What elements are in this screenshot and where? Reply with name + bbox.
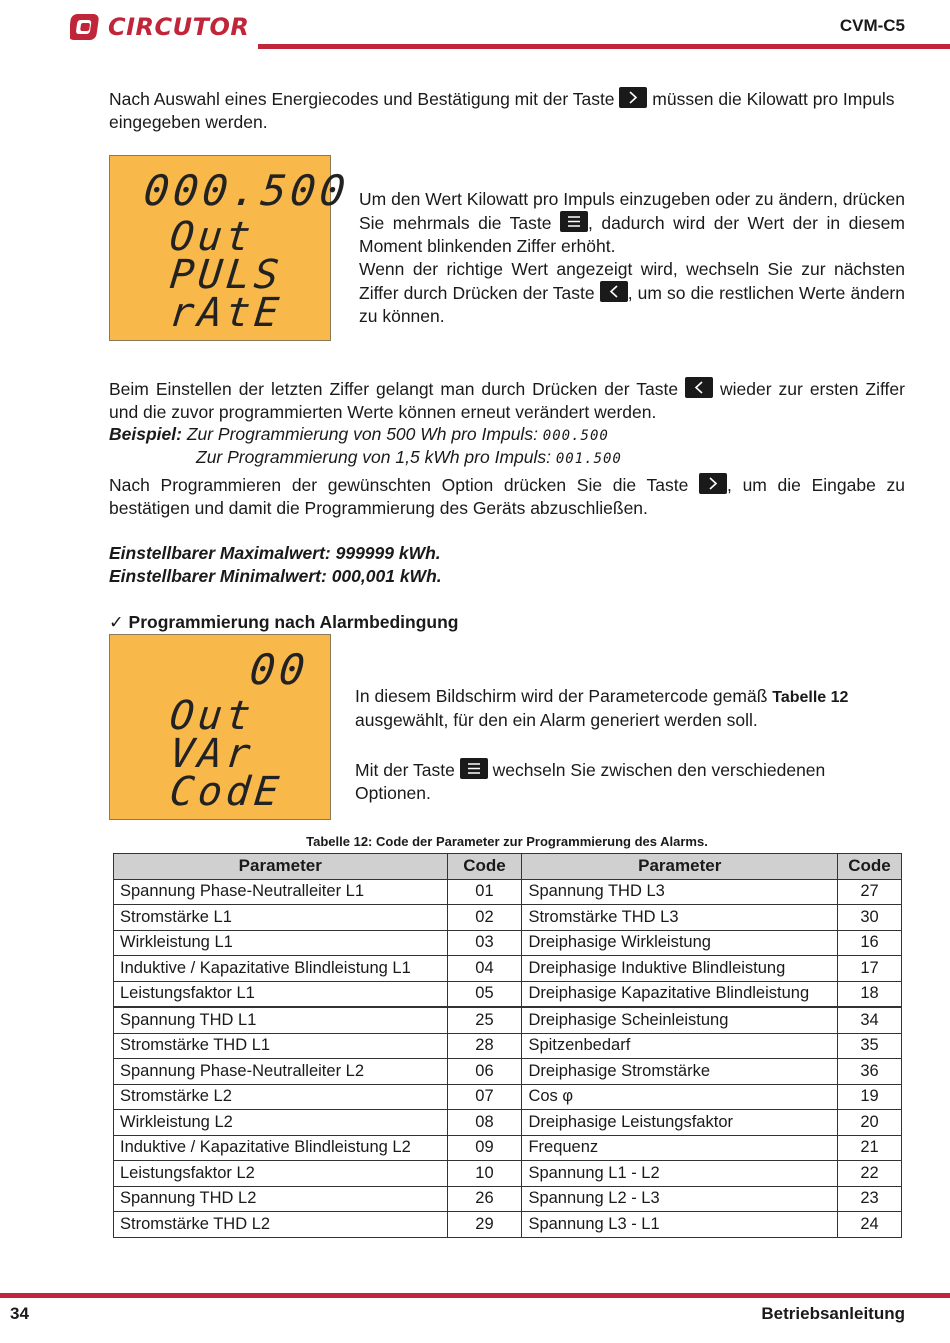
parameter-cell: Cos φ	[522, 1084, 838, 1110]
lcd-display-var-code	[109, 634, 331, 820]
parameter-code-table	[113, 853, 902, 1238]
table-header-row	[114, 854, 902, 880]
code-cell: 04	[447, 956, 522, 982]
table-row	[114, 981, 902, 1007]
code-cell: 20	[838, 1110, 902, 1136]
table-row	[114, 1033, 902, 1059]
parameter-cell: Spannung Phase-Neutralleiter L1	[114, 879, 448, 905]
parameter-cell: Stromstärke THD L2	[114, 1212, 448, 1238]
lcd-line-out: Out	[167, 214, 257, 260]
table-row	[114, 1186, 902, 1212]
lcd-line-var: VAr	[167, 731, 257, 777]
code-cell: 07	[447, 1084, 522, 1110]
table-caption: Tabelle 12: Code der Parameter zur Programmierung des Alarms.	[306, 834, 708, 849]
code-cell: 35	[838, 1033, 902, 1059]
parameter-cell: Dreiphasige Stromstärke	[522, 1059, 838, 1085]
max-value: Einstellbarer Maximalwert: 999999 kWh.	[109, 543, 441, 563]
check-icon: ✓	[109, 612, 124, 632]
code-cell: 29	[447, 1212, 522, 1238]
table-row	[114, 1059, 902, 1085]
lcd1-description	[359, 188, 905, 328]
parameter-cell: Spannung L2 - L3	[522, 1186, 838, 1212]
lcd-line-rate: rAtE	[167, 290, 285, 336]
code-cell: 10	[447, 1161, 522, 1187]
code-cell: 27	[838, 879, 902, 905]
code-cell: 26	[447, 1186, 522, 1212]
parameter-cell: Stromstärke THD L3	[522, 905, 838, 931]
example-value-1: 000.500	[542, 428, 609, 444]
parameter-cell: Dreiphasige Wirkleistung	[522, 930, 838, 956]
body-paragraph-1: Beim Einstellen der letzten Ziffer gelangt man durch Drücken der Taste wieder zur ersten Ziffer und die zuvor programmierten Werte können erneut verändert werden.	[109, 379, 905, 422]
column-header: Parameter	[114, 854, 448, 880]
lcd-value: 000.500	[141, 166, 352, 215]
lcd1-paragraph-1: Um den Wert Kilowatt pro Impuls einzugeben oder zu ändern, drücken Sie mehrmals die Taste , dadurch wird der Wert der in diesem Moment blinkenden Ziffer erhöht.	[359, 189, 905, 256]
code-cell: 34	[838, 1007, 902, 1033]
code-cell: 09	[447, 1135, 522, 1161]
circutor-logo-icon	[70, 10, 104, 44]
code-cell: 23	[838, 1186, 902, 1212]
code-cell: 03	[447, 930, 522, 956]
brand-logo	[70, 10, 249, 44]
menu-key-icon	[560, 211, 588, 232]
parameter-cell: Stromstärke L1	[114, 905, 448, 931]
parameter-cell: Leistungsfaktor L2	[114, 1161, 448, 1187]
table-row	[114, 879, 902, 905]
lcd1-paragraph-2: Wenn der richtige Wert angezeigt wird, wechseln Sie zur nächsten Ziffer durch Drücken der Taste , um so die restlichen Werte ändern zu können.	[359, 259, 905, 326]
lcd2-description	[355, 685, 905, 805]
parameter-cell: Spannung THD L1	[114, 1007, 448, 1033]
parameter-cell: Dreiphasige Induktive Blindleistung	[522, 956, 838, 982]
parameter-cell: Dreiphasige Kapazitative Blindleistung	[522, 981, 838, 1007]
code-cell: 06	[447, 1059, 522, 1085]
table-row	[114, 956, 902, 982]
parameter-cell: Frequenz	[522, 1135, 838, 1161]
menu-key-icon	[460, 758, 488, 779]
lcd2-paragraph-1: In diesem Bildschirm wird der Parametercode gemäß Tabelle 12 ausgewählt, für den ein Alarm generiert werden soll.	[355, 686, 849, 730]
lcd-line-out: Out	[167, 693, 257, 739]
body-paragraph-2: Nach Programmieren der gewünschten Option drücken Sie die Taste , um die Eingabe zu bestätigen und damit die Programmierung des Geräts abzuschließen.	[109, 475, 905, 518]
parameter-cell: Induktive / Kapazitative Blindleistung L2	[114, 1135, 448, 1161]
right-key-icon	[699, 473, 727, 494]
code-cell: 18	[838, 981, 902, 1007]
intro-paragraph: Nach Auswahl eines Energiecodes und Bestätigung mit der Taste müssen die Kilowatt pro Impuls eingegeben werden.	[109, 89, 895, 132]
parameter-cell: Spannung L1 - L2	[522, 1161, 838, 1187]
code-cell: 28	[447, 1033, 522, 1059]
brand-name: CIRCUTOR	[108, 13, 250, 41]
parameter-cell: Spannung L3 - L1	[522, 1212, 838, 1238]
min-value: Einstellbarer Minimalwert: 000,001 kWh.	[109, 566, 442, 586]
example-line-2: Zur Programmierung von 1,5 kWh pro Impuls: 001.500	[196, 447, 622, 467]
code-cell: 25	[447, 1007, 522, 1033]
code-cell: 30	[838, 905, 902, 931]
model-name: CVM-C5	[839, 16, 905, 35]
table-row	[114, 905, 902, 931]
parameter-cell: Spannung Phase-Neutralleiter L2	[114, 1059, 448, 1085]
code-cell: 05	[447, 981, 522, 1007]
left-key-icon	[685, 377, 713, 398]
column-header: Parameter	[522, 854, 838, 880]
parameter-cell: Wirkleistung L1	[114, 930, 448, 956]
code-cell: 17	[838, 956, 902, 982]
column-header: Code	[447, 854, 522, 880]
code-cell: 19	[838, 1084, 902, 1110]
parameter-cell: Dreiphasige Leistungsfaktor	[522, 1110, 838, 1136]
lcd-display-puls-rate	[109, 155, 352, 341]
table-row	[114, 1161, 902, 1187]
lcd-value: 00	[247, 645, 312, 694]
code-cell: 01	[447, 879, 522, 905]
table-row	[114, 1084, 902, 1110]
footer-title: Betriebsanleitung	[761, 1304, 905, 1323]
footer-rule	[0, 1293, 950, 1298]
parameter-cell: Stromstärke THD L1	[114, 1033, 448, 1059]
code-cell: 24	[838, 1212, 902, 1238]
table-reference: Tabelle 12	[772, 689, 849, 706]
example-value-2: 001.500	[555, 451, 622, 467]
column-header: Code	[838, 854, 902, 880]
lcd-line-puls: PULS	[167, 252, 285, 298]
parameter-cell: Spannung THD L2	[114, 1186, 448, 1212]
code-cell: 16	[838, 930, 902, 956]
section-heading: ✓ Programmierung nach Alarmbedingung	[109, 612, 459, 632]
header-rule	[258, 44, 950, 49]
table-row	[114, 1110, 902, 1136]
code-cell: 08	[447, 1110, 522, 1136]
example-label: Beispiel:	[109, 424, 182, 444]
parameter-cell: Dreiphasige Scheinleistung	[522, 1007, 838, 1033]
left-key-icon	[600, 281, 628, 302]
code-cell: 02	[447, 905, 522, 931]
table-row	[114, 930, 902, 956]
table-row	[114, 1007, 902, 1033]
parameter-cell: Spitzenbedarf	[522, 1033, 838, 1059]
lcd-line-code: CodE	[167, 769, 285, 815]
right-key-icon	[619, 87, 647, 108]
code-cell: 22	[838, 1161, 902, 1187]
parameter-cell: Leistungsfaktor L1	[114, 981, 448, 1007]
parameter-cell: Wirkleistung L2	[114, 1110, 448, 1136]
example-line-1: Beispiel: Zur Programmierung von 500 Wh pro Impuls: 000.500	[109, 424, 609, 444]
lcd2-paragraph-2: Mit der Taste wechseln Sie zwischen den verschiedenen Optionen.	[355, 760, 826, 803]
parameter-cell: Spannung THD L3	[522, 879, 838, 905]
code-cell: 21	[838, 1135, 902, 1161]
table-row	[114, 1212, 902, 1238]
parameter-cell: Induktive / Kapazitative Blindleistung L1	[114, 956, 448, 982]
table-row	[114, 1135, 902, 1161]
parameter-cell: Stromstärke L2	[114, 1084, 448, 1110]
code-cell: 36	[838, 1059, 902, 1085]
page-number: 34	[10, 1304, 29, 1323]
